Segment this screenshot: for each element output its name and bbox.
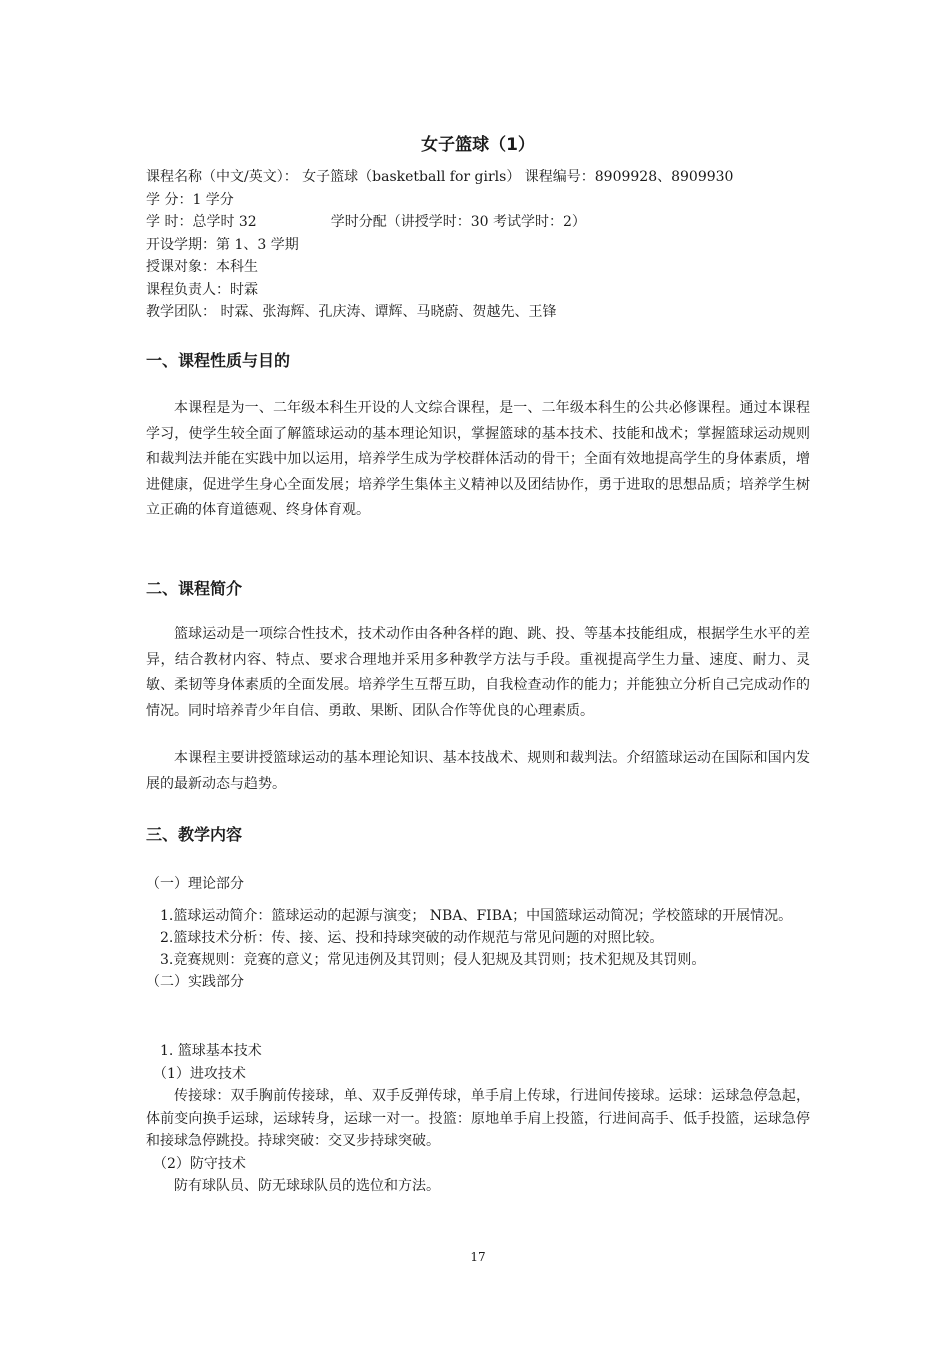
team-line: 教学团队： 时霖、张海辉、孔庆涛、谭辉、马晓蔚、贺越先、王锋	[146, 304, 557, 320]
theory-item-3: 3.竞赛规则：竞赛的意义；常见违例及其罚则；侵人犯规及其罚则；技术犯规及其罚则。	[160, 952, 706, 968]
course-info	[146, 166, 810, 324]
section-intro-text-2: 本课程主要讲授篮球运动的基本理论知识、基本技战术、规则和裁判法。介绍篮球运动在国际和国内发展的最新动态与趋势。	[146, 750, 810, 792]
practice-item-1a: （1）进攻技术	[153, 1065, 246, 1082]
practice-item-1a-text: 传接球：双手胸前传接球，单、双手反弹传球，单手肩上传球，行进间传接球。运球：运球急停急起，体前变向换手运球，运球转身，运球一对一。投篮：原地单手肩上投篮，行进间高手、低手投篮，运球急停和接球急停跳投。持球突破：交叉步持球突破。	[146, 1088, 810, 1149]
hours-line	[146, 211, 810, 234]
hours-split: 学时分配（讲授学时：30 考试学时：2）	[330, 214, 586, 230]
theory-item-2: 2.篮球技术分析：传、接、运、投和持球突破的动作规范与常见问题的对照比较。	[160, 930, 664, 946]
page-number: 17	[470, 1250, 486, 1264]
practice-item-1: 1. 篮球基本技术	[160, 1043, 262, 1059]
section-intro-text-1: 篮球运动是一项综合性技术，技术动作由各种各样的跑、跳、投、等基本技能组成，根据学生水平的差异，结合教材内容、特点、要求合理地并采用多种教学方法与手段。重视提高学生力量、速度、耐力、灵敏、柔韧等身体素质的全面发展。培养学生互帮互助，自我检查动作的能力；并能独立分析自己完成动作的情况。同时培养青少年自信、勇敢、果断、团队合作等优良的心理素质。	[146, 626, 810, 719]
theory-part	[146, 873, 810, 993]
audience-line: 授课对象：本科生	[146, 259, 258, 275]
theory-item-1: 1.篮球运动简介：篮球运动的起源与演变； NBA、FIBA；中国篮球运动简况；学校篮球的开展情况。	[160, 908, 793, 924]
section-heading-nature: 一、课程性质与目的	[146, 351, 291, 370]
leader-line: 课程负责人：时霖	[146, 281, 258, 298]
theory-heading: （一）理论部分	[146, 876, 244, 892]
practice-item-1b-text: 防有球队员、防无球球队员的选位和方法。	[174, 1178, 440, 1194]
practice-item-1b: （2）防守技术	[153, 1155, 246, 1172]
total-hours: 学 时：总学时 32	[146, 214, 257, 230]
section-heading-content: 三、教学内容	[146, 825, 243, 844]
document-title: 女子篮球（1）	[421, 135, 535, 155]
credits-line: 学 分：1 学分	[146, 191, 234, 208]
course-name-line: 课程名称（中文/英文）： 女子篮球（basketball for girls） 课程编号：8909928、8909930	[146, 169, 734, 185]
practice-part	[146, 1040, 810, 1198]
semester-line: 开设学期：第 1、3 学期	[146, 236, 299, 253]
section-heading-intro: 二、课程简介	[146, 579, 243, 598]
practice-heading: （二）实践部分	[146, 974, 244, 990]
section-nature-text: 本课程是为一、二年级本科生开设的人文综合课程，是一、二年级本科生的公共必修课程。通过本课程学习，使学生较全面了解篮球运动的基本理论知识，掌握篮球的基本技术、技能和战术；掌握篮球运动规则和裁判法并能在实践中加以运用，培养学生成为学校群体活动的骨干；全面有效地提高学生的身体素质，增进健康，促进学生身心全面发展；培养学生集体主义精神以及团结协作，勇于进取的思想品质；培养学生树立正确的体育道德观、终身体育观。	[146, 400, 810, 519]
